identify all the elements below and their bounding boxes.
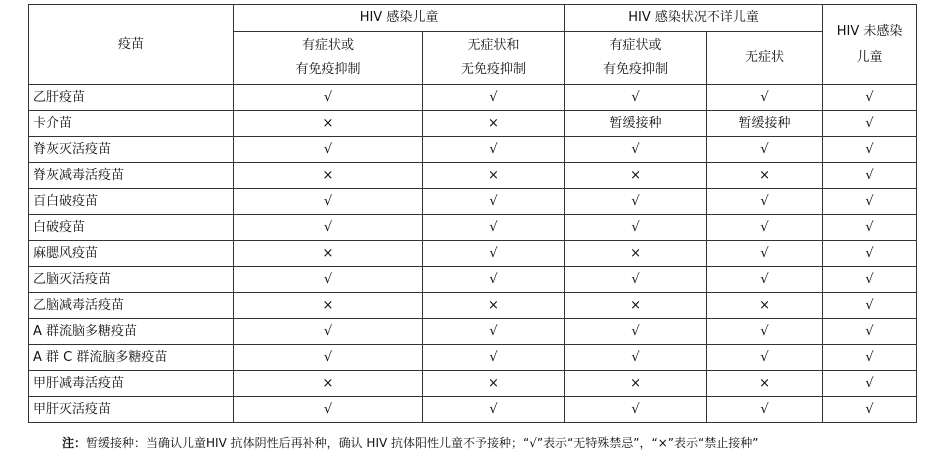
cell-value: √ (823, 319, 917, 345)
vaccine-name: 甲肝减毒活疫苗 (29, 371, 234, 397)
cell-value: √ (823, 111, 917, 137)
cell-value: √ (565, 397, 707, 423)
header-asymptomatic-line1: 无症状和 (467, 38, 520, 53)
cell-value: × (423, 111, 565, 137)
cell-value: √ (234, 267, 423, 293)
header-row-top (29, 5, 917, 32)
cell-value: √ (707, 267, 823, 293)
vaccine-name: 乙脑灭活疫苗 (29, 267, 234, 293)
header-vaccine: 疫苗 (29, 5, 234, 85)
cell-value: √ (707, 345, 823, 371)
cell-value: √ (423, 267, 565, 293)
header-hiv-uninfected (823, 5, 917, 85)
cell-value: √ (565, 215, 707, 241)
cell-value: √ (565, 137, 707, 163)
cell-value: √ (707, 189, 823, 215)
table-row (29, 163, 917, 189)
table-row (29, 137, 917, 163)
cell-value: √ (234, 215, 423, 241)
cell-value: √ (823, 345, 917, 371)
cell-value: × (234, 293, 423, 319)
cell-value: √ (423, 85, 565, 111)
cell-value: √ (565, 345, 707, 371)
cell-value: √ (707, 241, 823, 267)
header-symptomatic-line2: 有免疫抑制 (295, 62, 361, 77)
vaccine-name: 乙肝疫苗 (29, 85, 234, 111)
vaccine-name: 脊灰减毒活疫苗 (29, 163, 234, 189)
table-row (29, 293, 917, 319)
cell-value: √ (823, 371, 917, 397)
cell-value: × (234, 111, 423, 137)
cell-value: √ (707, 137, 823, 163)
cell-value: × (423, 371, 565, 397)
vaccine-name: A 群流脑多糖疫苗 (29, 319, 234, 345)
cell-value: √ (707, 397, 823, 423)
cell-value: × (707, 371, 823, 397)
table-row (29, 371, 917, 397)
footnote-text: 暂缓接种：当确认儿童HIV 抗体阴性后再补种，确认 HIV 抗体阳性儿童不予接种；“√”表示“无特殊禁忌”，“×”表示“禁止接种” (86, 436, 759, 450)
vaccine-name: 百白破疫苗 (29, 189, 234, 215)
table-row (29, 189, 917, 215)
table-row (29, 241, 917, 267)
header-hiv-unknown: HIV 感染状况不详儿童 (565, 5, 823, 32)
cell-value: √ (823, 293, 917, 319)
cell-value: √ (707, 85, 823, 111)
header-unknown-symptomatic-line1: 有症状或 (609, 38, 662, 53)
cell-value: √ (234, 397, 423, 423)
cell-value: √ (565, 319, 707, 345)
table-row (29, 111, 917, 137)
cell-value: √ (423, 215, 565, 241)
cell-value: √ (234, 189, 423, 215)
cell-value: × (565, 293, 707, 319)
cell-value: √ (823, 397, 917, 423)
footnote-label: 注： (62, 436, 87, 450)
cell-value: √ (823, 241, 917, 267)
cell-value: √ (234, 85, 423, 111)
header-hiv-uninfected-line2: 儿童 (856, 49, 883, 65)
header-unknown-asymptomatic: 无症状 (707, 32, 823, 85)
table-row (29, 215, 917, 241)
footnote (62, 434, 758, 451)
cell-value: 暂缓接种 (707, 111, 823, 137)
vaccine-name: A 群 C 群流脑多糖疫苗 (29, 345, 234, 371)
cell-value: √ (423, 397, 565, 423)
header-symptomatic-line1: 有症状或 (301, 38, 354, 53)
table-row (29, 397, 917, 423)
cell-value: √ (823, 85, 917, 111)
vaccine-name: 麻腮风疫苗 (29, 241, 234, 267)
cell-value: √ (823, 137, 917, 163)
cell-value: × (234, 241, 423, 267)
cell-value: × (423, 163, 565, 189)
cell-value: √ (423, 241, 565, 267)
cell-value: × (565, 163, 707, 189)
cell-value: × (565, 241, 707, 267)
table-row (29, 319, 917, 345)
header-asymptomatic-line2: 无免疫抑制 (461, 62, 527, 77)
header-symptomatic (234, 32, 423, 85)
table-row (29, 267, 917, 293)
cell-value: √ (565, 267, 707, 293)
cell-value: √ (234, 137, 423, 163)
cell-value: √ (823, 163, 917, 189)
cell-value: × (707, 293, 823, 319)
cell-value: √ (707, 319, 823, 345)
cell-value: × (565, 371, 707, 397)
cell-value: √ (707, 215, 823, 241)
vaccine-name: 卡介苗 (29, 111, 234, 137)
vaccine-name: 脊灰灭活疫苗 (29, 137, 234, 163)
header-unknown-symptomatic (565, 32, 707, 85)
vaccine-name: 白破疫苗 (29, 215, 234, 241)
table-row (29, 345, 917, 371)
cell-value: √ (234, 319, 423, 345)
header-asymptomatic (423, 32, 565, 85)
cell-value: × (707, 163, 823, 189)
vaccine-name: 甲肝灭活疫苗 (29, 397, 234, 423)
cell-value: × (234, 163, 423, 189)
header-unknown-symptomatic-line2: 有免疫抑制 (603, 62, 669, 77)
cell-value: √ (423, 345, 565, 371)
cell-value: × (234, 371, 423, 397)
cell-value: √ (823, 189, 917, 215)
vaccine-name: 乙脑减毒活疫苗 (29, 293, 234, 319)
table-body (29, 85, 917, 423)
cell-value: √ (823, 215, 917, 241)
cell-value: √ (565, 189, 707, 215)
cell-value: √ (423, 319, 565, 345)
header-hiv-infected: HIV 感染儿童 (234, 5, 565, 32)
vaccine-table (28, 4, 917, 423)
table-row (29, 85, 917, 111)
cell-value: √ (565, 85, 707, 111)
header-hiv-uninfected-line1: HIV 未感染 (836, 23, 903, 39)
cell-value: × (423, 293, 565, 319)
cell-value: √ (423, 137, 565, 163)
cell-value: √ (423, 189, 565, 215)
cell-value: √ (234, 345, 423, 371)
cell-value: 暂缓接种 (565, 111, 707, 137)
cell-value: √ (823, 267, 917, 293)
